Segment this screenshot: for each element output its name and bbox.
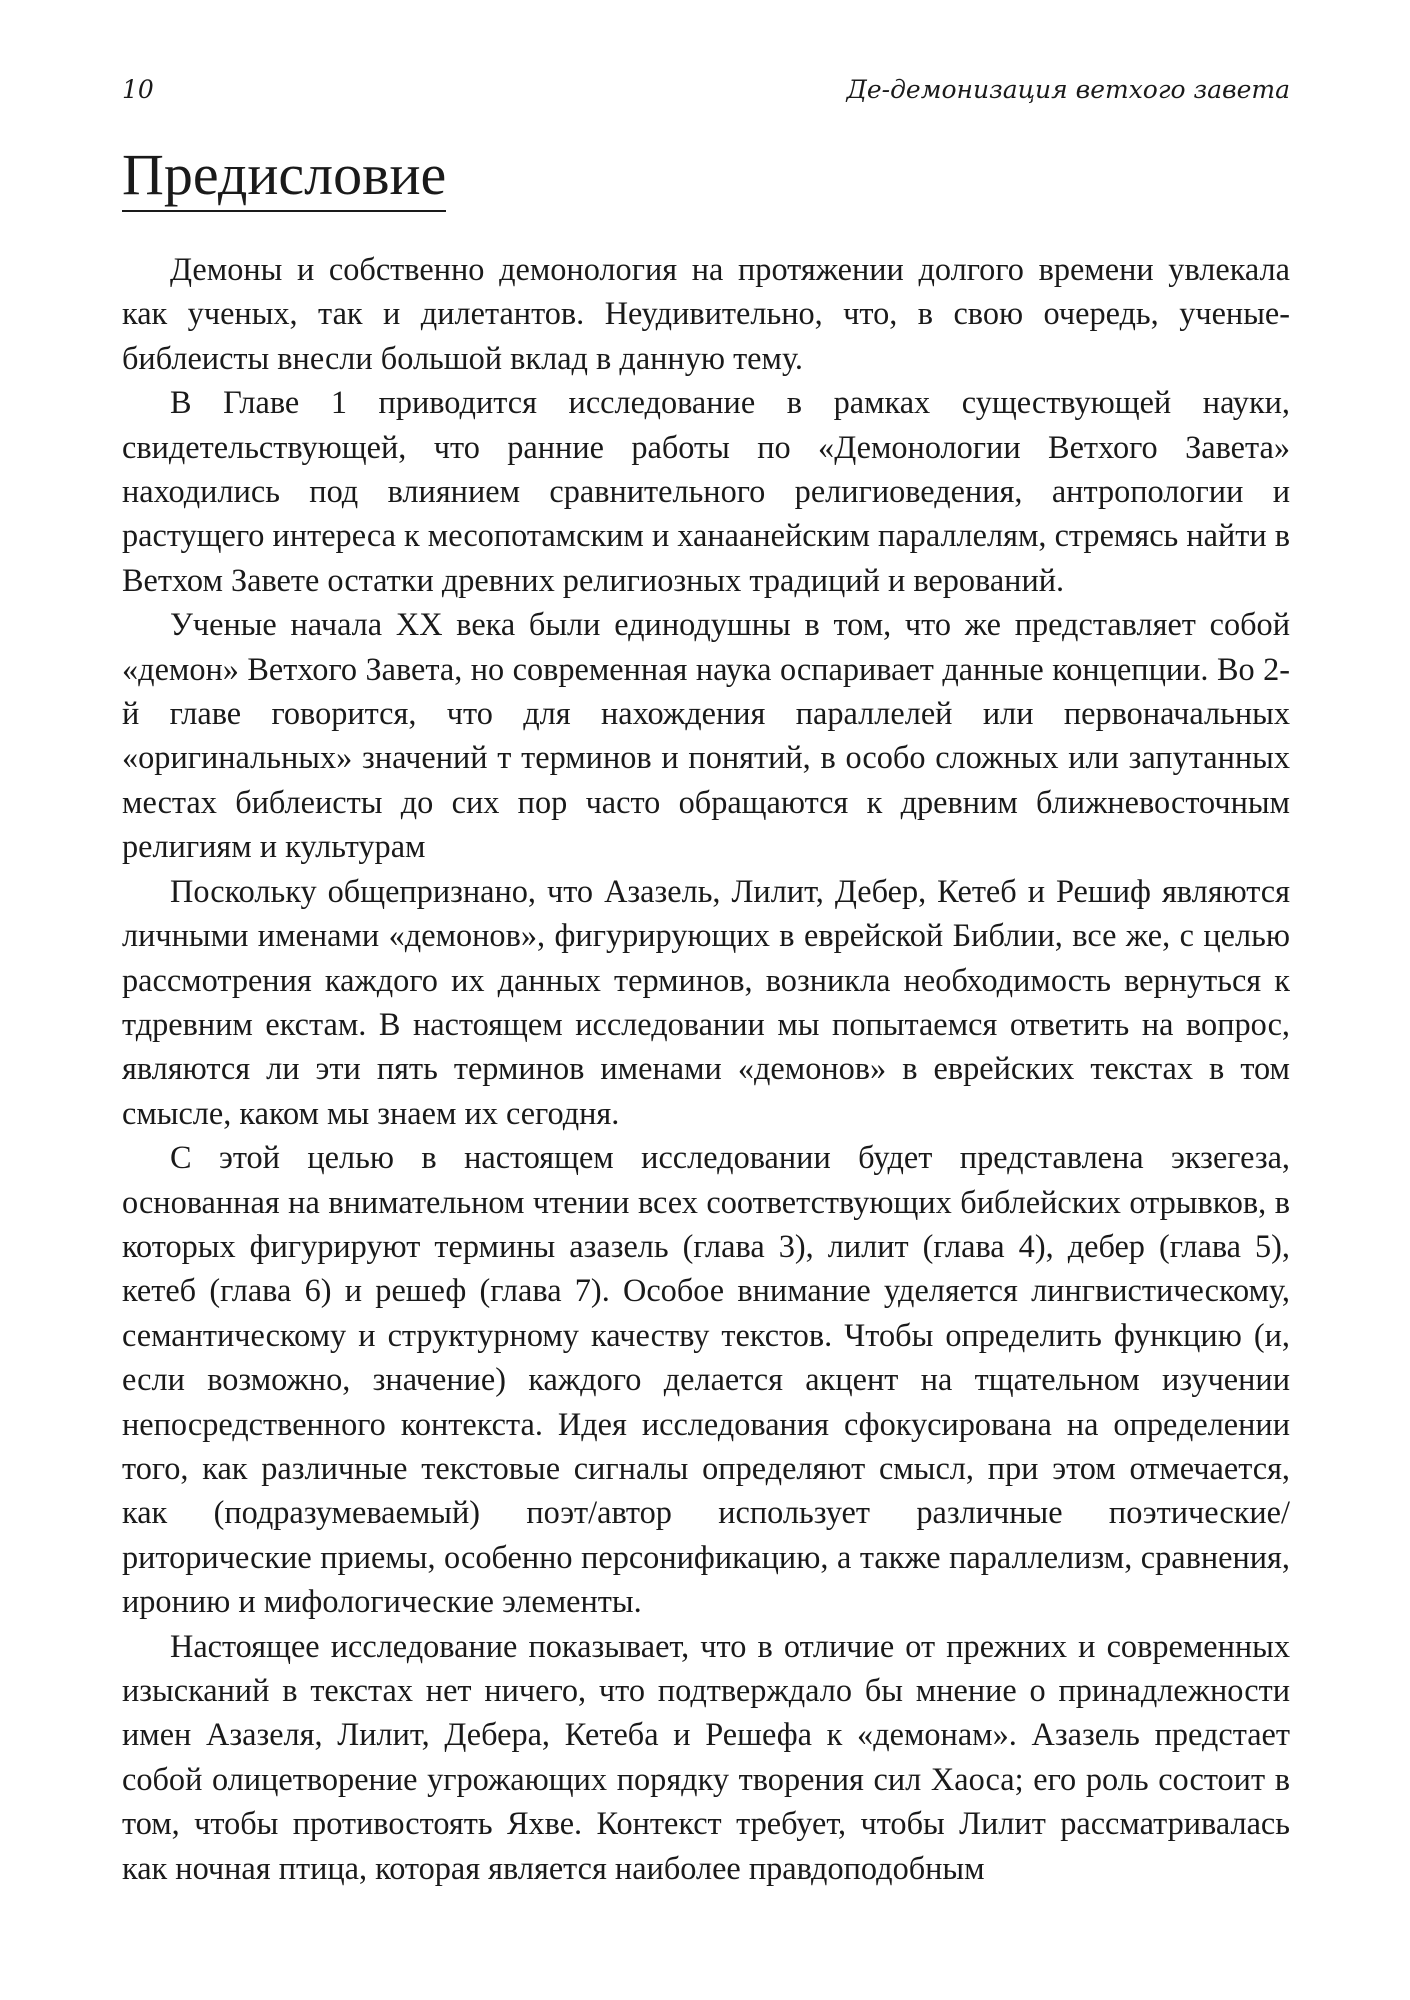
book-title: Де-демонизация ветхого завета: [846, 75, 1290, 104]
paragraph: В Главе 1 приводится исследование в рамках существующей науки, свидетельствующей, что ранние работы по «Демонологии Ветхого Завета» находились под влиянием сравнительного религиоведения, антропологии и растущего интереса к месопотамским и ханаанейским параллелям, стремясь найти в Ветхом Завете остатки древних религиозных традиций и верований.: [122, 384, 1290, 598]
paragraph: С этой целью в настоящем исследовании будет представлена экзегеза, основанная на внимательном чтении всех соответствующих библейских отрывков, в которых фигурируют термины азазель (глава 3), лилит (глава 4), дебер (глава 5), кетеб (глава 6) и решеф (глава 7). Особое внимание уделяется лингвистическому, семантическому и структурному качеству текстов. Чтобы определить функцию (и, если возможно, значение) каждого делается акцент на тщательном изучении непосредственного контекста. Идея исследования сфокусирована на определении того, как различные текстовые сигналы определяют смысл, при этом отмечается, как (подразумеваемый) поэт/автор использует различные поэтические/ риторические приемы, особенно персонификацию, а также параллелизм, сравнения, иронию и мифологические элементы.: [122, 1139, 1290, 1620]
body-text: [122, 247, 1290, 1890]
page-number: 10: [122, 75, 154, 104]
paragraph: Настоящее исследование показывает, что в отличие от прежних и современных изысканий в текстах нет ничего, что подтверждало бы мнение о принадлежности имен Азазеля, Лилит, Дебера, Кетеба и Решефа к «демонам». Азазель предстает собой олицетворение угрожающих порядку творения сил Хаоса; его роль состоит в том, чтобы противостоять Яхве. Контекст требует, чтобы Лилит рассматривалась как ночная птица, которая является наиболее правдоподобным: [122, 1627, 1290, 1886]
paragraph: Поскольку общепризнано, что Азазель, Лилит, Дебер, Кетеб и Решиф являются личными именами «демонов», фигурирующих в еврейской Библии, все же, с целью рассмотрения каждого их данных терминов, возникла необходимость вернуться к тдревним екстам. В настоящем исследовании мы попытаемся ответить на вопрос, являются ли эти пять терминов именами «демонов» в еврейских текстах в том смысле, каком мы знаем их сегодня.: [122, 872, 1290, 1131]
paragraph: Ученые начала XX века были единодушны в том, что же представляет собой «демон» Ветхого Завета, но современная наука оспаривает данные концепции. Во 2-й главе говорится, что для нахождения параллелей или первоначальных «оригинальных» значений т терминов и понятий, в особо сложных или запутанных местах библеисты до сих пор часто обращаются к древним ближневосточным религиям и культурам: [122, 606, 1290, 865]
paragraph: Демоны и собственно демонология на протяжении долгого времени увлекала как ученых, так и дилетантов. Неудивительно, что, в свою очередь, ученые-библеисты внесли большой вклад в данную тему.: [122, 251, 1290, 376]
running-head: [122, 72, 1290, 108]
chapter-title: Предисловие: [122, 140, 446, 212]
